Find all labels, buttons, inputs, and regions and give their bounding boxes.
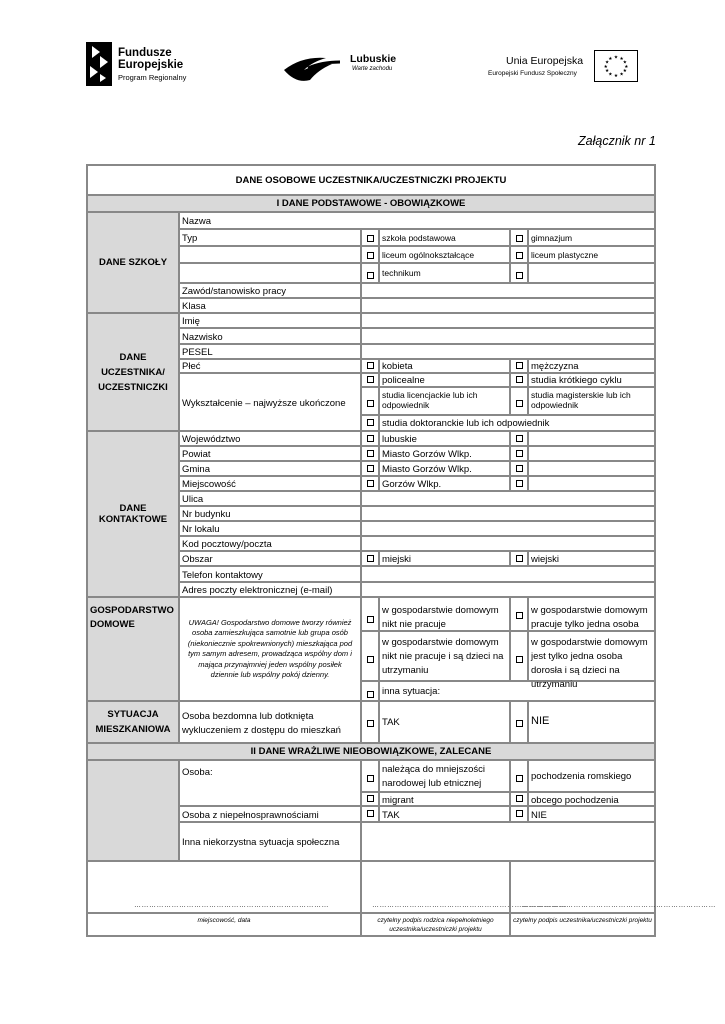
street-label: Ulica (182, 494, 204, 505)
opt-obcego: obcego pochodzenia (531, 795, 619, 806)
checkbox-nikt-nie-pracuje-dzieci[interactable] (367, 656, 374, 663)
opt-liceum-plastyczne: liceum plastyczne (531, 250, 599, 260)
participant-section-label (87, 313, 179, 431)
checkbox-licencjackie[interactable] (367, 400, 374, 407)
email-label: Adres poczty elektronicznej (e-mail) (182, 585, 333, 596)
checkbox-migrant[interactable] (367, 795, 374, 802)
lubuskie-slogan: Warte zachodu (352, 66, 393, 72)
svg-text:★: ★ (619, 56, 624, 62)
checkbox-miejscowosc-gorzow[interactable] (367, 480, 374, 487)
checkbox-magisterskie[interactable] (516, 400, 523, 407)
checkbox-romskie[interactable] (516, 775, 523, 782)
housing-section-label (87, 701, 179, 743)
opt-miejski: miejski (382, 554, 412, 565)
section-1-header: I DANE PODSTAWOWE - OBOWIĄZKOWE (87, 195, 655, 212)
locality-value: Gorzów Wlkp. (382, 479, 442, 490)
opt-technikum: technikum (382, 268, 421, 278)
checkbox-locality-other[interactable] (516, 480, 523, 487)
email-field[interactable] (361, 582, 655, 597)
household-label-line1: GOSPODARSTWO (90, 605, 174, 616)
opt-inna-sytuacja: inna sytuacja: (382, 686, 441, 697)
eu-flag-icon (594, 50, 638, 82)
checkbox-krotkiego-cyklu[interactable] (516, 376, 523, 383)
household-note: UWAGA! Gospodarstwo domowe tworzy również osoba zamieszkująca samotnie lub grupa osób (niekoniecznie spokrewnionych) mieszkająca pod tym samym adresem, prowadząca wspólny dom i mająca przynajmniej jeden wspólny posiłek dziennie lub wspólny pokój dzienny. (187, 617, 353, 679)
form-title: DANE OSOBOWE UCZESTNIKA/UCZESTNICZKI PROJEKTU (87, 165, 655, 195)
last-name-label: Nazwisko (182, 332, 223, 343)
svg-text:★: ★ (622, 60, 628, 66)
first-name-field[interactable] (361, 313, 655, 328)
checkbox-inna-sytuacja[interactable] (367, 691, 374, 698)
participant-signature-caption: czytelny podpis uczestnika/uczestniczki projektu (513, 917, 652, 924)
place-date-caption: miejscowość, data (197, 917, 251, 924)
voivodeship-label: Województwo (182, 434, 241, 445)
opt-kobieta: kobieta (382, 361, 413, 372)
first-name-label: Imię (182, 316, 200, 327)
svg-text:★: ★ (604, 69, 610, 75)
opt-doktoranckie: studia doktoranckie lub ich odpowiednik (382, 418, 550, 429)
other-disadvantage-label: Inna niekorzystna sytuacja społeczna (182, 837, 340, 848)
pesel-field[interactable] (361, 344, 655, 359)
place-date-dots: …………………………………………………………………… (134, 902, 329, 909)
class-label: Klasa (182, 301, 206, 312)
homeless-question: Osoba bezdomna lub dotknięta wykluczeniem z dostępu do mieszkań (182, 711, 341, 736)
household-section-label (87, 597, 179, 701)
checkbox-doktoranckie[interactable] (367, 419, 374, 426)
lubuskie-wave-icon (282, 50, 350, 86)
homeless-tak: TAK (382, 717, 400, 728)
commune-label: Gmina (182, 464, 210, 475)
voivodeship-value: lubuskie (382, 434, 417, 445)
lubuskie-logo (282, 50, 412, 86)
street-field[interactable] (361, 491, 655, 506)
education-label: Wykształcenie – najwyższe ukończone (182, 398, 346, 409)
opt-licencjackie: studia licencjackie lub ich odpowiednik (382, 390, 478, 410)
checkbox-obcego[interactable] (516, 795, 523, 802)
ue-fund: Europejski Fundusz Społeczny (488, 70, 577, 77)
participant-signature-dots: …………………………………………………………………… (521, 902, 716, 909)
class-field[interactable] (361, 298, 655, 313)
checkbox-powiat-gorzow[interactable] (367, 450, 374, 457)
checkbox-mniejszosc[interactable] (367, 775, 374, 782)
checkbox-empty[interactable] (516, 272, 523, 279)
housing-label-line1: SYTUACJA (107, 709, 159, 720)
household-label-line2: DOMOWE (90, 619, 135, 630)
school-name-label: Nazwa (182, 216, 212, 227)
svg-text:★: ★ (608, 56, 613, 62)
checkbox-liceum[interactable] (367, 252, 374, 259)
checkbox-jedna-osoba-pracuje[interactable] (516, 612, 523, 619)
unia-europejska-logo (486, 50, 642, 90)
pesel-label: PESEL (182, 347, 213, 358)
section-2-header: II DANE WRAŻLIWE NIEOBOWIĄZKOWE, ZALECANE (87, 743, 655, 760)
profession-label: Zawód/stanowisko pracy (182, 286, 287, 297)
checkbox-jedna-dorosla-dzieci[interactable] (516, 656, 523, 663)
ue-name: Unia Europejska (506, 55, 584, 67)
building-number-label: Nr budynku (182, 509, 231, 520)
opt-krotkiego-cyklu: studia krótkiego cyklu (531, 375, 622, 386)
contact-section-label: DANE KONTAKTOWE (87, 431, 179, 597)
opt-jedna-osoba-pracuje: w gospodarstwie domowym pracuje tylko jedna osoba (531, 605, 648, 630)
opt-migrant: migrant (382, 795, 414, 806)
checkbox-nikt-nie-pracuje[interactable] (367, 616, 374, 623)
locality-label: Miejscowość (182, 479, 236, 490)
person-label: Osoba: (182, 767, 213, 778)
school-name-row (179, 212, 655, 229)
county-label: Powiat (182, 449, 211, 460)
checkbox-county-other[interactable] (516, 450, 523, 457)
checkbox-homeless-tak[interactable] (367, 720, 374, 727)
participant-label-line1: DANE UCZESTNIKA/ (101, 351, 165, 378)
fundusze-europejskie-logo (86, 42, 206, 88)
area-label: Obszar (182, 554, 213, 565)
fe-name-line1: Fundusze (118, 47, 172, 59)
opt-policealne: policealne (382, 375, 425, 386)
personal-data-form (86, 164, 716, 937)
gender-label: Płeć (182, 361, 201, 372)
other-disadvantage-field[interactable] (361, 822, 655, 861)
school-type-label: Typ (182, 233, 198, 244)
svg-text:★: ★ (613, 73, 619, 79)
homeless-nie: NIE (531, 715, 550, 727)
phone-field[interactable] (361, 566, 655, 582)
school-type-label-cell (179, 229, 361, 246)
participant-label-line2: UCZESTNICZKI (98, 381, 168, 393)
checkbox-disability-nie[interactable] (516, 810, 523, 817)
checkbox-gimnazjum[interactable] (516, 235, 523, 242)
checkbox-lubuskie[interactable] (367, 435, 374, 442)
checkbox-policealne[interactable] (367, 376, 374, 383)
county-value: Miasto Gorzów Wlkp. (382, 449, 472, 460)
checkbox-technikum[interactable] (367, 272, 374, 279)
opt-gimnazjum: gimnazjum (531, 233, 573, 243)
housing-label-line2: MIESZKANIOWA (95, 724, 171, 735)
fundusze-europejskie-mark-icon (86, 42, 112, 86)
svg-text:★: ★ (624, 64, 629, 70)
svg-text:★: ★ (608, 72, 613, 78)
checkbox-miejski[interactable] (367, 555, 374, 562)
profession-field[interactable] (361, 283, 655, 298)
svg-text:★: ★ (619, 72, 624, 78)
opt-romskie: pochodzenia romskiego (531, 771, 632, 782)
checkbox-commune-other[interactable] (516, 465, 523, 472)
sensitive-section-label (87, 760, 179, 861)
disability-tak: TAK (382, 810, 400, 821)
last-name-field[interactable] (361, 328, 655, 344)
fe-name-line2: Europejskie (118, 59, 184, 71)
commune-value: Miasto Gorzów Wlkp. (382, 464, 472, 475)
opt-jedna-dorosla-dzieci: w gospodarstwie domowym jest tylko jedna osoba dorosła i są dzieci na utrzymaniu (531, 637, 648, 690)
checkbox-mezczyzna[interactable] (516, 362, 523, 369)
school-section-label: DANE SZKOŁY (87, 212, 179, 313)
opt-magisterskie: studia magisterskie lub ich odpowiednik (531, 390, 631, 410)
postal-code-label: Kod pocztowy/poczta (182, 539, 272, 550)
checkbox-homeless-nie[interactable] (516, 720, 523, 727)
disability-label: Osoba z niepełnosprawnościami (182, 810, 319, 821)
annex-number: Załącznik nr 1 (578, 134, 656, 148)
disability-nie: NIE (531, 810, 547, 821)
opt-nikt-nie-pracuje-dzieci: w gospodarstwie domowym nikt nie pracuje i są dzieci na utrzymaniu (382, 637, 504, 676)
svg-text:★: ★ (613, 55, 619, 61)
svg-text:★: ★ (622, 69, 628, 75)
building-number-field[interactable] (361, 506, 655, 521)
parent-signature-caption: czytelny podpis rodzica niepełnoletniego uczestnika/uczestniczki projektu (377, 917, 494, 933)
opt-mniejszosc: należąca do mniejszości narodowej lub etnicznej (382, 764, 485, 789)
checkbox-voivodeship-other[interactable] (516, 435, 523, 442)
apartment-number-label: Nr lokalu (182, 524, 220, 535)
opt-szkola-podstawowa: szkoła podstawowa (382, 233, 456, 243)
checkbox-wiejski[interactable] (516, 555, 523, 562)
checkbox-szkola-podstawowa[interactable] (367, 235, 374, 242)
phone-label: Telefon kontaktowy (182, 570, 263, 581)
opt-mezczyzna: mężczyzna (531, 361, 579, 372)
checkbox-kobieta[interactable] (367, 362, 374, 369)
postal-code-field[interactable] (361, 536, 655, 551)
svg-text:★: ★ (603, 64, 608, 70)
opt-nikt-nie-pracuje: w gospodarstwie domowym nikt nie pracuje (382, 605, 499, 630)
checkbox-gmina-gorzow[interactable] (367, 465, 374, 472)
opt-liceum: liceum ogólnokształcące (382, 250, 475, 260)
fe-program: Program Regionalny (118, 73, 187, 82)
parent-signature-dots: …………………………………………………………………… (372, 902, 567, 909)
opt-wiejski: wiejski (531, 554, 559, 565)
lubuskie-name: Lubuskie (350, 53, 397, 65)
checkbox-disability-tak[interactable] (367, 810, 374, 817)
apartment-number-field[interactable] (361, 521, 655, 536)
svg-text:★: ★ (604, 60, 610, 66)
checkbox-liceum-plastyczne[interactable] (516, 252, 523, 259)
